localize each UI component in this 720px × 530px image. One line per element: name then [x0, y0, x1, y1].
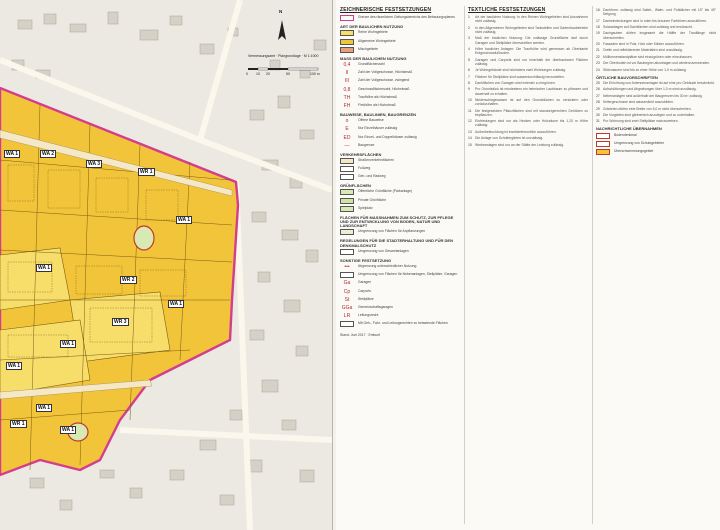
legend-symbol: o: [345, 118, 349, 125]
legend-section-heading: REGELUNGEN FÜR DIE STADTERHALTUNG UND FÜR DEN DENKMALSCHUTZ: [340, 238, 453, 248]
regulation-item: [596, 42, 716, 46]
text-list: [596, 81, 716, 124]
legend-item: [340, 78, 460, 84]
legend-item-label: Traufhöhe als Höchstmaß: [358, 94, 397, 99]
regulation-item: [468, 87, 588, 95]
regulation-text: Solaranlagen auf Dachflächen sind zulässig und erwünscht.: [603, 24, 693, 29]
regulation-number: 24: [596, 67, 600, 72]
regulation-text: Außenbeleuchtung ist insektenfreundlich auszuführen.: [475, 129, 557, 134]
legend-item: [340, 198, 460, 204]
regulation-number: 27: [596, 93, 600, 98]
legend-symbol: Ga: [343, 280, 351, 287]
legend-item-label: Geh- und Radweg: [358, 174, 386, 179]
legend-item-label: Nur Einzelhäuser zulässig: [358, 126, 398, 131]
regulation-text: Aufschüttungen und Abgrabungen über 1,0 m sind unzulässig.: [603, 87, 697, 92]
legend-symbol: TH: [343, 94, 351, 101]
legend-swatch: [340, 166, 354, 172]
legend-swatch: [340, 30, 354, 36]
legend-section-heading: BAUWEISE, BAULINIEN, BAUGRENZEN: [340, 111, 417, 117]
legend-symbol: ED: [343, 134, 351, 141]
regulation-item: [468, 47, 588, 55]
legend-swatch: [340, 174, 354, 180]
regulation-text: Pro Grundstück ist mindestens ein heimischer Laubbaum zu pflanzen und dauerhaft zu erhalten.: [475, 87, 588, 96]
legend-item-label: Garagen: [358, 280, 372, 285]
legend-item-label: Leitungsrecht: [358, 313, 379, 318]
regulation-item: [468, 130, 588, 134]
text-subtitle: NACHRICHTLICHE ÜBERNAHMEN: [596, 126, 662, 132]
regulation-item: [468, 26, 588, 34]
regulation-number: 25: [596, 80, 600, 85]
regulation-item: [596, 107, 716, 111]
regulation-number: 18: [596, 24, 600, 29]
legend-symbol: •••: [344, 264, 350, 271]
legend-item-label: Umgrenzung von Flächen für Nebenanlagen, Stellplätze, Garagen: [358, 272, 458, 277]
legend-item: [340, 189, 460, 195]
legend-swatch: [340, 249, 354, 255]
regulation-number: 9: [468, 87, 470, 92]
regulation-item: [596, 61, 716, 65]
regulation-text: Die Errichtung von Antennenanlagen ist auf eine pro Gebäude beschränkt.: [603, 80, 715, 85]
regulation-item: [468, 15, 588, 23]
regulation-text: Flächen für Stellplätze sind wasserdurchlässig herzustellen.: [475, 74, 565, 79]
column-divider: [464, 6, 465, 524]
regulation-item: [596, 113, 716, 117]
legend-column: [340, 8, 460, 340]
scale-tick: 10: [256, 72, 260, 76]
regulation-item: [596, 68, 716, 72]
regulation-text: Mülltonnenstandplätze sind einzugrünen oder einzuhausen.: [603, 54, 693, 59]
legend-section-heading: VERKEHRSFLÄCHEN: [340, 151, 382, 157]
legend-item: [340, 47, 460, 53]
regulation-number: 14: [468, 136, 472, 141]
regulation-item: [468, 36, 588, 44]
legend-item: [340, 103, 460, 109]
regulation-text: Nebenanlagen sind außerhalb der Baugrenzen bis 30 m³ zulässig.: [603, 93, 703, 98]
regulation-item: [468, 68, 588, 72]
regulation-text: Art der baulichen Nutzung: In den Reinen Wohngebieten sind Ausnahmen nicht zulässig.: [475, 15, 588, 24]
gruenflaeche: [134, 226, 154, 250]
zone-tag[interactable]: WA 1: [62, 341, 75, 347]
legend-item: [340, 229, 460, 235]
regulation-text: Die Anlage von Schottergärten ist unzulässig.: [475, 136, 544, 141]
legend-section-heading: ART DER BAULICHEN NUTZUNG: [340, 24, 404, 30]
regulation-number: 12: [468, 119, 472, 124]
legend-item: [340, 158, 460, 164]
text-column-2: [596, 8, 716, 157]
note-item: [596, 133, 716, 139]
legend-swatch: [340, 206, 354, 212]
scale-bar: [248, 68, 318, 70]
regulation-text: Dachflächen von Garagen sind extensiv zu begrünen.: [475, 80, 556, 85]
legend-item: [340, 206, 460, 212]
regulation-text: Dacheindeckungen sind in roten bis braunen Farbtönen auszuführen.: [603, 18, 708, 23]
zone-tag[interactable]: WA 1: [170, 301, 183, 307]
legend-item-label: Öffentliche Grünfläche (Parkanlage): [358, 189, 413, 194]
legend-item-label: Nur Einzel- und Doppelhäuser zulässig: [358, 134, 417, 139]
north-label: N: [279, 9, 283, 14]
scale-tick: 20: [266, 72, 270, 76]
regulation-item: [596, 8, 716, 16]
regulation-item: [596, 100, 716, 104]
zone-tag[interactable]: WR 3: [114, 319, 127, 325]
regulation-text: Zufahrten dürfen eine Breite von 5,0 m nicht überschreiten.: [603, 106, 692, 111]
regulation-number: 22: [596, 54, 600, 59]
legend-symbol: —: [344, 142, 350, 149]
regulation-item: [596, 19, 716, 23]
legend-footer: [340, 333, 460, 337]
note-swatch: [596, 141, 610, 147]
text-title: TEXTLICHE FESTSETZUNGEN: [468, 7, 546, 13]
note-item: [596, 149, 716, 155]
regulation-item: [468, 75, 588, 79]
legend-item: [340, 30, 460, 36]
legend-item: [340, 321, 460, 327]
zone-tag[interactable]: WR 1: [12, 421, 25, 427]
regulation-number: 30: [596, 112, 600, 117]
legend-symbol: II: [345, 70, 349, 77]
legend-item-label: Spielplatz: [358, 205, 373, 210]
regulation-item: [468, 81, 588, 85]
regulation-number: 3: [468, 36, 470, 41]
legend-item-label: Fußweg: [358, 166, 371, 171]
regulation-item: [468, 98, 588, 106]
legend-item-label: Mit Geh-, Fahr- und Leitungsrechten zu belastende Flächen: [358, 321, 448, 326]
column-divider: [592, 6, 593, 524]
regulation-number: 31: [596, 119, 600, 124]
legend-item-label: Straßenverkehrsflächen: [358, 157, 394, 162]
regulation-text: Fassaden sind in Putz, Holz oder Klinker auszuführen.: [603, 41, 685, 46]
legend-item-label: Abgrenzung unterschiedlicher Nutzung: [358, 264, 417, 269]
regulation-item: [596, 81, 716, 85]
regulation-item: [596, 87, 716, 91]
regulation-number: 17: [596, 18, 600, 23]
regulation-item: [468, 109, 588, 117]
scale-tick: 0: [246, 72, 248, 76]
legend-symbol: FH: [343, 102, 351, 109]
regulation-text: Die festgesetzten Pflanzflächen sind mit standortgerechten Gehölzen zu bepflanzen.: [475, 108, 588, 117]
legend-footer-note: Stand: Juni 2017 · Entwurf: [340, 333, 380, 338]
regulation-number: 4: [468, 46, 470, 51]
note-label: Überschwemmungsgebiet: [614, 149, 654, 154]
legend-swatch: [340, 229, 354, 235]
regulation-text: In den Allgemeinen Wohngebieten sind Tankstellen und Gartenbaubetriebe nicht zulässig.: [475, 25, 588, 34]
regulation-item: [468, 136, 588, 140]
legend-item: [340, 305, 460, 311]
legend-item-label: Stellplätze: [358, 296, 374, 301]
legend-section-heading: SONSTIGE FESTSETZUNG: [340, 257, 392, 263]
legend-symbol: E: [345, 126, 349, 133]
legend-item: [340, 264, 460, 270]
legend-item: [340, 174, 460, 180]
legend-symbol: LR: [343, 313, 351, 320]
regulation-text: Niederschlagswasser ist auf den Grundstücken zu versickern oder zurückzuhalten.: [475, 97, 588, 107]
note-label: Umgrenzung von Schutzgebieten: [614, 140, 665, 145]
regulation-item: [596, 55, 716, 59]
regulation-number: 15: [468, 142, 472, 147]
regulation-number: 8: [468, 80, 470, 85]
regulation-number: 26: [596, 87, 600, 92]
scale-tick: 50: [286, 72, 290, 76]
legend-symbol: St: [344, 296, 350, 303]
zone-tag[interactable]: WA 1: [8, 363, 21, 369]
legend-item: [340, 118, 460, 124]
zone-tag[interactable]: WR 2: [122, 277, 135, 283]
legend-panel: [336, 0, 720, 530]
legend-swatch: [340, 198, 354, 204]
regulation-number: 29: [596, 106, 600, 111]
regulation-text: Dachform: zulässig sind Sattel-, Walm- und Pultdächer mit 15° bis 45° Neigung.: [603, 8, 716, 17]
legend-item: [340, 95, 460, 101]
note-label: Bodendenkmal: [614, 132, 637, 137]
regulation-text: Maß der baulichen Nutzung: Die zulässige Grundfläche darf durch Garagen und Stellplätze überschritten werden.: [475, 36, 588, 45]
regulation-item: [468, 58, 588, 66]
regulation-text: Dachgauben dürfen insgesamt die Hälfte der Trauflänge nicht überschreiten.: [603, 31, 716, 40]
plan-map[interactable]: [0, 0, 333, 530]
legend-swatch: [340, 272, 354, 278]
regulation-text: Grelle und reflektierende Materialien sind unzulässig.: [603, 48, 683, 53]
regulation-item: [596, 119, 716, 123]
legend-symbol: Cp: [343, 288, 351, 295]
notes-list: [596, 133, 716, 155]
legend-item: [340, 166, 460, 172]
regulation-number: 5: [468, 57, 470, 62]
regulation-number: 19: [596, 31, 600, 36]
legend-item-label: Offene Bauweise: [358, 118, 384, 123]
regulation-number: 6: [468, 68, 470, 73]
legend-item: [340, 289, 460, 295]
zone-tag[interactable]: WA 1: [178, 217, 191, 223]
regulation-text: Stützmauern sind bis zu einer Höhe von 1,0 m zulässig.: [603, 67, 687, 72]
legend-item-label: Zahl der Vollgeschosse, zwingend: [358, 78, 410, 83]
legend-swatch: [340, 189, 354, 195]
text-column-1: [468, 8, 588, 149]
regulation-number: 11: [468, 108, 472, 113]
legend-item: [340, 143, 460, 149]
scale-tick: 100 m: [310, 72, 320, 76]
regulation-number: 23: [596, 61, 600, 66]
legend-intro-row: [340, 15, 460, 21]
legend-item: [340, 313, 460, 319]
legend-item-label: Zahl der Vollgeschosse, Höchstmaß: [358, 70, 413, 75]
legend-item: [340, 70, 460, 76]
regulation-number: 7: [468, 74, 470, 79]
legend-item-label: Mischgebiete: [358, 46, 378, 51]
legend-item-label: Firsthöhe als Höchstmaß: [358, 102, 396, 107]
zone-tag[interactable]: WA 1: [62, 427, 75, 433]
legend-symbol: III: [344, 78, 350, 85]
legend-item: [340, 39, 460, 45]
regulation-text: Werbeanlagen sind nur an der Stätte der Leistung zulässig.: [475, 142, 565, 147]
note-swatch: [596, 133, 610, 139]
text-list: [596, 8, 716, 72]
regulation-number: 1: [468, 15, 470, 20]
regulation-number: 13: [468, 129, 472, 134]
legend-item-label: Geschossflächenzahl, Höchstmaß: [358, 86, 410, 91]
zone-tag[interactable]: WR 1: [140, 169, 153, 175]
regulation-number: 10: [468, 97, 472, 102]
regulation-item: [596, 31, 716, 39]
legend-item: [340, 135, 460, 141]
regulation-text: Der Oberboden ist vor Baubeginn abzutragen und wiederzuverwenden.: [603, 61, 711, 66]
legend-section-heading: GRÜNFLÄCHEN: [340, 183, 371, 189]
legend-sections: [340, 25, 460, 327]
legend-title: ZEICHNERISCHE FESTSETZUNGEN: [340, 7, 432, 13]
regulation-number: 21: [596, 48, 600, 53]
regulation-text: Pro Wohnung sind zwei Stellplätze nachzuweisen.: [603, 119, 679, 124]
scale-note: Vermessungsamt · Plangrundlage · M 1:1000: [248, 54, 319, 58]
zone-tag[interactable]: WA 1: [38, 405, 51, 411]
text-list: [468, 15, 588, 147]
boundary-swatch: [340, 15, 354, 21]
legend-item-label: Allgemeine Wohngebiete: [358, 38, 396, 43]
zone-tag[interactable]: WA 1: [6, 151, 19, 157]
regulation-number: 20: [596, 41, 600, 46]
legend-item-label: Private Grünfläche: [358, 197, 387, 202]
legend-item: [340, 62, 460, 68]
note-swatch: [596, 149, 610, 155]
legend-item: [340, 126, 460, 132]
regulation-item: [596, 94, 716, 98]
legend-item: [340, 249, 460, 255]
legend-item: [340, 280, 460, 286]
regulation-text: Die Vorgärten sind gärtnerisch anzulegen und zu unterhalten.: [603, 112, 696, 117]
regulation-item: [596, 25, 716, 29]
legend-swatch: [340, 321, 354, 327]
legend-item: [340, 272, 460, 278]
legend-item-label: Umgrenzung von Gesamtanlagen: [358, 248, 409, 253]
legend-item: [340, 297, 460, 303]
zone-tag[interactable]: WA 1: [38, 265, 51, 271]
regulation-item: [468, 119, 588, 127]
regulation-text: Garagen und Carports sind nur innerhalb der überbaubaren Flächen zulässig.: [475, 57, 588, 66]
legend-item-label: Grundflächenzahl: [358, 61, 385, 66]
zone-tag[interactable]: WA 3: [88, 161, 101, 167]
legend-section-heading: FLÄCHEN FÜR MASSNAHMEN ZUM SCHUTZ, ZUR PFLEGE UND ZUR ENTWICKLUNG VON BODEN, NATUR UND LANDSCHAFT: [340, 214, 454, 229]
regulation-item: [468, 143, 588, 147]
legend-swatch: [340, 39, 354, 45]
legend-intro: Grenze des räumlichen Geltungsbereichs des Bebauungsplanes: [358, 15, 455, 20]
regulation-number: 16: [596, 8, 600, 12]
legend-symbol: GGa: [341, 305, 353, 311]
legend-item-label: Reine Wohngebiete: [358, 30, 388, 35]
legend-item: [340, 87, 460, 93]
regulation-text: Kellergeschosse sind wasserdicht auszubilden.: [603, 100, 674, 105]
legend-item-label: Baugrenze: [358, 142, 375, 147]
legend-item-label: Gemeinschaftsgaragen: [358, 305, 394, 309]
legend-symbol: 0,8: [343, 86, 351, 93]
legend-symbol: 0,4: [343, 61, 351, 68]
regulation-text: Höhe baulicher Anlagen: Die Traufhöhe wird gemessen ab Oberkante Erdgeschossfußboden.: [475, 46, 588, 56]
legend-section-heading: MASS DER BAULICHEN NUTZUNG: [340, 55, 407, 61]
text-subtitle: ÖRTLICHE BAUVORSCHRIFTEN: [596, 74, 658, 80]
regulation-text: Je Wohngebäude sind höchstens zwei Wohnungen zulässig.: [475, 68, 567, 73]
note-item: [596, 141, 716, 147]
regulation-item: [596, 48, 716, 52]
legend-swatch: [340, 47, 354, 53]
regulation-number: 2: [468, 25, 470, 30]
regulation-number: 28: [596, 100, 600, 105]
zone-tag[interactable]: WA 2: [42, 151, 55, 157]
legend-swatch: [340, 158, 354, 164]
legend-item-label: Carports: [358, 288, 372, 293]
legend-item-label: Umgrenzung von Flächen für Anpflanzungen: [358, 229, 426, 234]
regulation-text: Einfriedungen sind nur als Hecken oder Holzzäune bis 1,20 m Höhe zulässig.: [475, 119, 588, 128]
